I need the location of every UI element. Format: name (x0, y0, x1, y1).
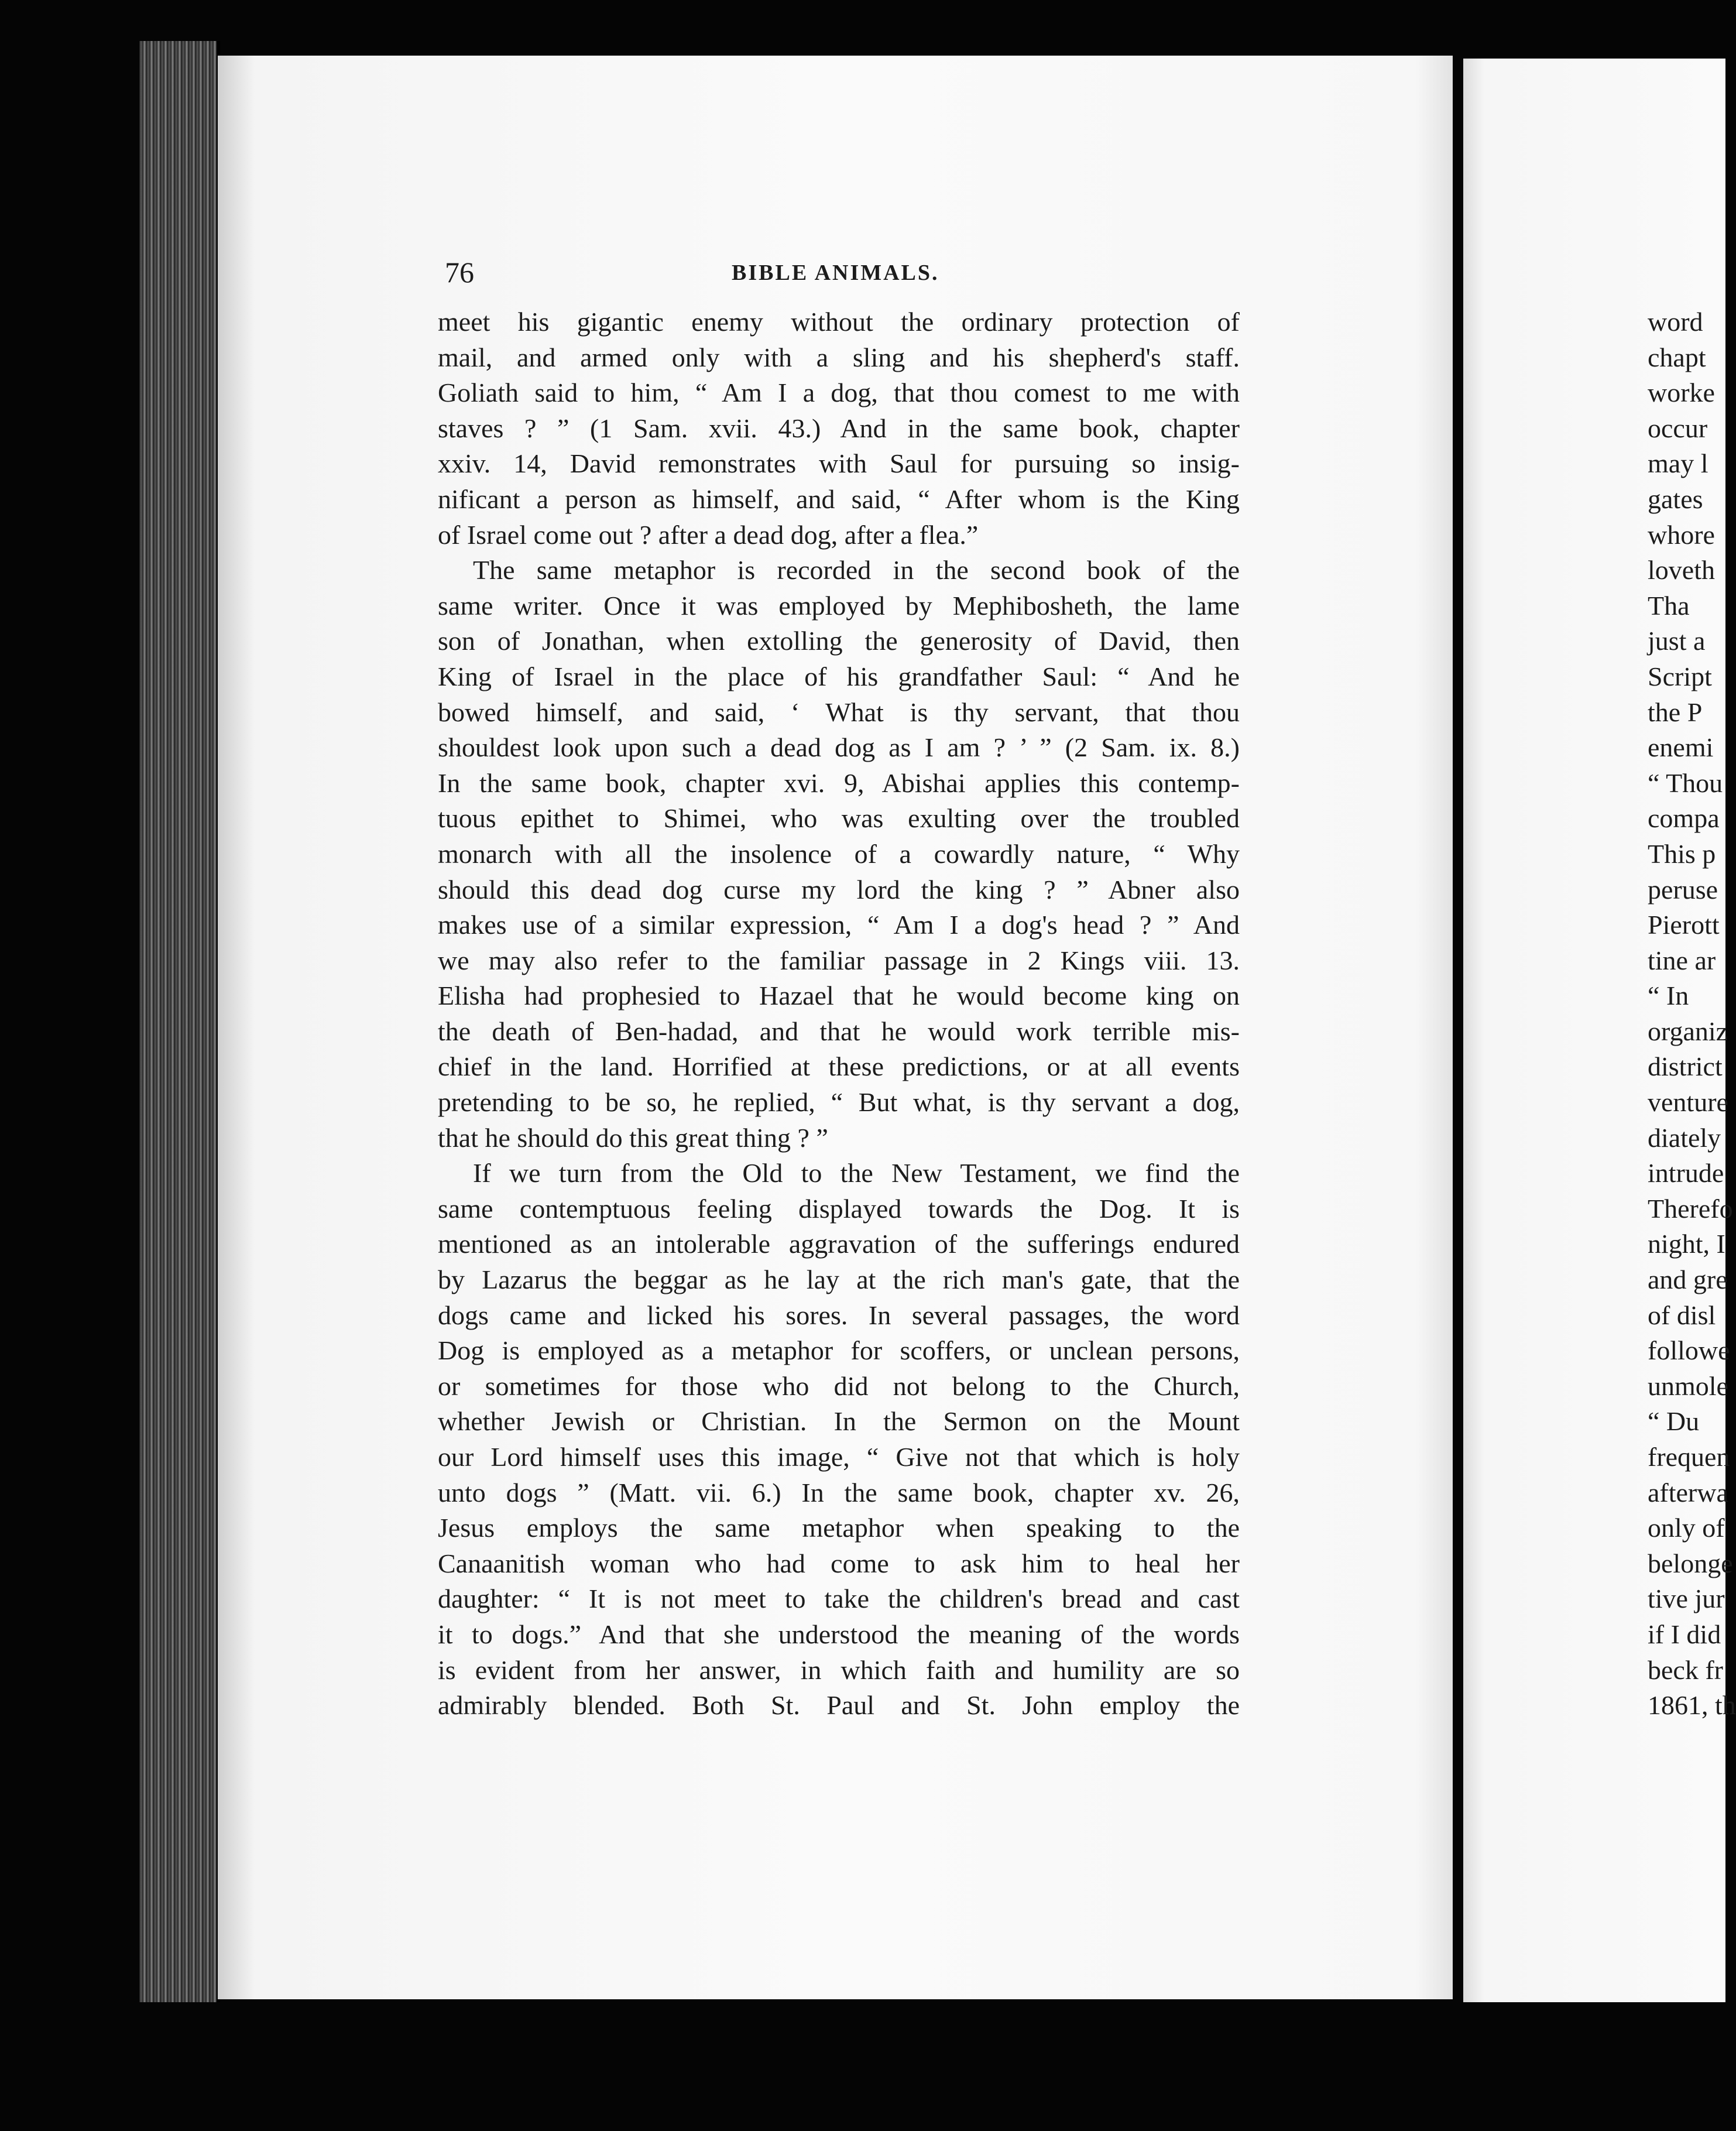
right-page-line: belonge (1648, 1548, 1733, 1578)
right-page-line: district (1648, 1051, 1723, 1082)
text-line: Dog is employed as a metaphor for scoffers, or unclean persons, (438, 1335, 1240, 1366)
text-line: of Israel come out ? after a dead dog, after a flea.” (438, 519, 979, 550)
text-line: by Lazarus the beggar as he lay at the rich man's gate, that the (438, 1265, 1240, 1295)
book-edge (139, 41, 220, 2002)
text-line: son of Jonathan, when extolling the generosity of David, then (438, 626, 1240, 656)
text-line: King of Israel in the place of his grandfather Saul: “ And he (438, 661, 1240, 691)
right-page-line: loveth (1648, 555, 1715, 585)
right-page-line: Pierott (1648, 910, 1720, 940)
text-line: whether Jewish or Christian. In the Sermon on the Mount (438, 1406, 1240, 1437)
text-line: Canaanitish woman who had come to ask him to heal her (438, 1548, 1240, 1578)
text-line: it to dogs.” And that she understood the meaning of the words (438, 1619, 1240, 1649)
text-line: xxiv. 14, David remonstrates with Saul for pursuing so insig- (438, 448, 1240, 479)
right-page-line: only of (1648, 1513, 1725, 1543)
right-page-line: compa (1648, 803, 1720, 834)
right-page-line: beck fr (1648, 1654, 1723, 1685)
page-number: 76 (445, 256, 474, 289)
text-line: the death of Ben-hadad, and that he would work terrible mis- (438, 1016, 1240, 1046)
text-line: If we turn from the Old to the New Testament, we find the (473, 1158, 1240, 1188)
right-page-line: This p (1648, 838, 1716, 869)
right-page-line: afterwa (1648, 1477, 1728, 1508)
right-page-line: Therefo (1648, 1193, 1733, 1224)
right-page-line: followe (1648, 1335, 1730, 1366)
text-line: meet his gigantic enemy without the ordinary protection of (438, 307, 1240, 337)
text-line: pretending to be so, he replied, “ But what, is thy servant a dog, (438, 1087, 1240, 1118)
right-page-line: “ In (1648, 981, 1689, 1011)
body-text (438, 304, 1240, 1724)
text-line: staves ? ” (1 Sam. xvii. 43.) And in the same book, chapter (438, 413, 1240, 443)
right-page-line: chapt (1648, 342, 1706, 372)
text-line: nificant a person as himself, and said, “ After whom is the King (438, 484, 1240, 514)
right-page-line: 1861, th (1648, 1690, 1736, 1721)
text-line: is evident from her answer, in which faith and humility are so (438, 1654, 1240, 1685)
right-page-line: word (1648, 307, 1703, 337)
text-line: unto dogs ” (Matt. vii. 6.) In the same book, chapter xv. 26, (438, 1477, 1240, 1508)
text-line: makes use of a similar expression, “ Am I a dog's head ? ” And (438, 910, 1240, 940)
text-line: admirably blended. Both St. Paul and St. John employ the (438, 1690, 1240, 1721)
right-page-line: tive jur (1648, 1584, 1725, 1614)
right-page-line: if I did (1648, 1619, 1721, 1649)
text-line: The same metaphor is recorded in the second book of the (473, 555, 1240, 585)
text-line: shouldest look upon such a dead dog as I am ? ’ ” (2 Sam. ix. 8.) (438, 732, 1240, 763)
text-line: same contemptuous feeling displayed towards the Dog. It is (438, 1193, 1240, 1224)
text-line: that he should do this great thing ? ” (438, 1122, 828, 1153)
text-line: Jesus employs the same metaphor when speaking to the (438, 1513, 1240, 1543)
text-line: monarch with all the insolence of a cowardly nature, “ Why (438, 838, 1240, 869)
right-page-line: frequen (1648, 1442, 1730, 1472)
right-page-line: may l (1648, 448, 1708, 479)
right-page-line: and gre (1648, 1265, 1728, 1295)
right-page-line: tine ar (1648, 945, 1716, 975)
right-page-line: “ Thou (1648, 768, 1723, 798)
text-line: mail, and armed only with a sling and his shepherd's staff. (438, 342, 1240, 372)
right-page-line: unmole (1648, 1371, 1728, 1401)
page-header (445, 252, 1241, 293)
right-page-line: Tha (1648, 590, 1690, 621)
right-page-line: intrude (1648, 1158, 1724, 1188)
text-line: daughter: “ It is not meet to take the children's bread and cast (438, 1584, 1240, 1614)
text-line: Elisha had prophesied to Hazael that he would become king on (438, 981, 1240, 1011)
right-page-line: whore (1648, 519, 1715, 550)
right-page-line: night, I (1648, 1229, 1725, 1259)
right-page-text (1648, 304, 1736, 1724)
text-line: Goliath said to him, “ Am I a dog, that thou comest to me with (438, 378, 1240, 408)
right-page-line: just a (1648, 626, 1706, 656)
text-line: mentioned as an intolerable aggravation of the sufferings endured (438, 1229, 1240, 1259)
right-page-line: the P (1648, 697, 1703, 727)
text-line: same writer. Once it was employed by Mephibosheth, the lame (438, 590, 1240, 621)
running-head: BIBLE ANIMALS. (732, 261, 939, 285)
text-line: bowed himself, and said, ‘ What is thy servant, that thou (438, 697, 1240, 727)
right-page-line: peruse (1648, 874, 1718, 905)
right-page-line: organiz (1648, 1016, 1728, 1046)
text-line: dogs came and licked his sores. In several passages, the word (438, 1300, 1240, 1330)
text-line: we may also refer to the familiar passage in 2 Kings viii. 13. (438, 945, 1240, 975)
text-line: tuous epithet to Shimei, who was exulting over the troubled (438, 803, 1240, 834)
right-page-line: venture (1648, 1087, 1728, 1118)
right-page-line: enemi (1648, 732, 1714, 763)
text-line: In the same book, chapter xvi. 9, Abishai applies this contemp- (438, 768, 1240, 798)
right-page-line: worke (1648, 378, 1715, 408)
right-page-line: “ Du (1648, 1406, 1700, 1437)
right-page-line: diately (1648, 1122, 1721, 1153)
right-page-line: occur (1648, 413, 1708, 443)
right-page-line: Script (1648, 661, 1712, 691)
text-line: or sometimes for those who did not belong to the Church, (438, 1371, 1240, 1401)
text-line: should this dead dog curse my lord the king ? ” Abner also (438, 874, 1240, 905)
text-line: chief in the land. Horrified at these predictions, or at all events (438, 1051, 1240, 1082)
right-page-line: of disl (1648, 1300, 1716, 1330)
text-line: our Lord himself uses this image, “ Give not that which is holy (438, 1442, 1240, 1472)
right-page-line: gates (1648, 484, 1703, 514)
